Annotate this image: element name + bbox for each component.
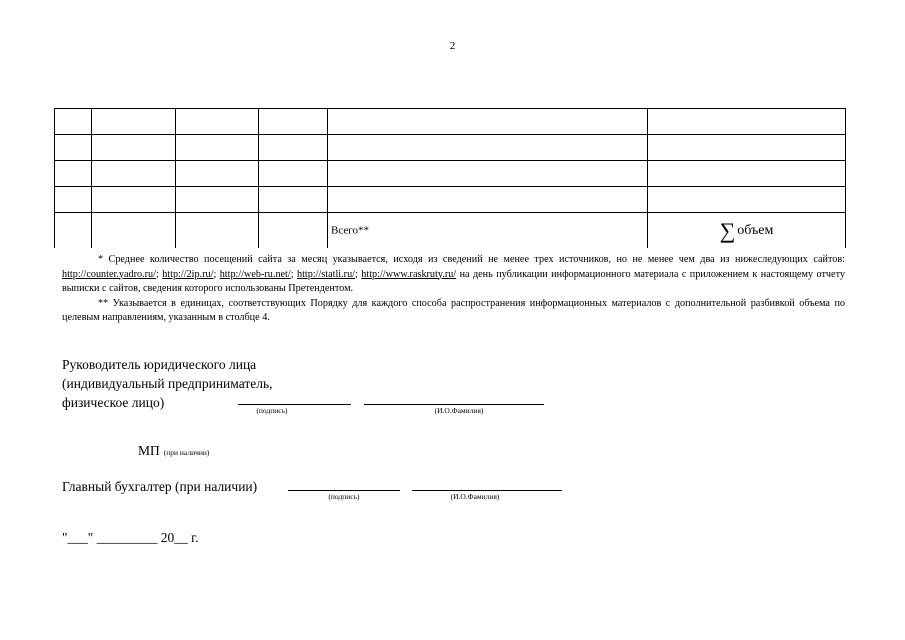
table-cell	[259, 161, 328, 187]
head-signatory-label: Руководитель юридического лица (индивидуальный предприниматель, физическое лицо)	[62, 357, 273, 410]
accountant-signature-caption: (подпись)	[328, 492, 360, 501]
head-signature-line[interactable]	[238, 404, 351, 405]
head-name-caption: (И.О.Фамилия)	[434, 406, 484, 415]
report-table	[54, 108, 846, 248]
table-cell	[92, 187, 176, 213]
total-label: Всего**	[331, 224, 369, 237]
table-row	[55, 161, 846, 187]
table-cell	[648, 161, 846, 187]
accountant-label: Главный бухгалтер (при наличии)	[62, 479, 258, 494]
table-cell	[176, 187, 259, 213]
page-number: 2	[449, 40, 456, 52]
table-cell	[92, 135, 176, 161]
footnotes	[62, 253, 845, 326]
table-row	[55, 187, 846, 213]
table-cell	[648, 135, 846, 161]
table-cell	[92, 161, 176, 187]
sum-icon: ∑	[719, 217, 736, 243]
footnote-links: http://counter.yadro.ru/; http://2ip.ru/; http://web-ru.net/; http://statli.ru/; http://www.raskruty.ru/	[62, 268, 457, 280]
accountant-name-caption: (И.О.Фамилия)	[450, 492, 500, 501]
table-cell	[55, 109, 92, 135]
table-cell	[648, 187, 846, 213]
table-cell	[259, 135, 328, 161]
table-cell	[176, 135, 259, 161]
table-cell	[328, 109, 648, 135]
table-row	[55, 135, 846, 161]
table-cell	[328, 135, 648, 161]
table-cell	[55, 135, 92, 161]
footnote-link[interactable]: http://web-ru.net/	[219, 268, 291, 280]
head-name-line[interactable]	[364, 404, 544, 405]
table-cell	[176, 161, 259, 187]
table-row-total	[55, 213, 846, 249]
table-cell	[328, 161, 648, 187]
accountant-signature-line[interactable]	[288, 490, 400, 491]
table-cell	[259, 109, 328, 135]
footnote-link[interactable]: http://statli.ru/	[296, 268, 355, 280]
table-row	[55, 109, 846, 135]
head-signature-caption: (подпись)	[256, 406, 288, 415]
accountant-name-line[interactable]	[412, 490, 562, 491]
stamp-label: МП (при наличии)	[138, 443, 210, 458]
footnote-2: ** Указывается в единицах, соответствующих Порядку для каждого способа распространения информационных материалов с дополнительной разбивкой объема по целевым направлениям, указанным в столбце 4.	[62, 297, 845, 323]
sum-word: объем	[737, 222, 774, 238]
footnote-1: * Среднее количество посещений сайта за месяц указывается, исходя из сведений не менее трех источников, но не менее чем два из нижеследующих сайтов: http://counter.yadro.ru/; http://2ip.ru/; http://web-ru.net/; http://statli.ru/; http://www.raskruty.ru/ на день публикации информационного материала с приложением к настоящему отчету выписки с сайтов, сведения которого использованы Претендентом.	[62, 254, 845, 294]
table-cell	[259, 187, 328, 213]
date-line: "___" _________ 20__ г.	[62, 530, 199, 545]
footnote-link[interactable]: http://counter.yadro.ru/	[62, 268, 156, 280]
table-cell	[55, 161, 92, 187]
table-cell	[55, 187, 92, 213]
footnote-link[interactable]: http://2ip.ru/	[162, 268, 214, 280]
footnote-link[interactable]: http://www.raskruty.ru/	[361, 268, 457, 280]
table-cell	[648, 109, 846, 135]
table-cell	[176, 109, 259, 135]
table-cell	[328, 187, 648, 213]
table-cell	[92, 109, 176, 135]
